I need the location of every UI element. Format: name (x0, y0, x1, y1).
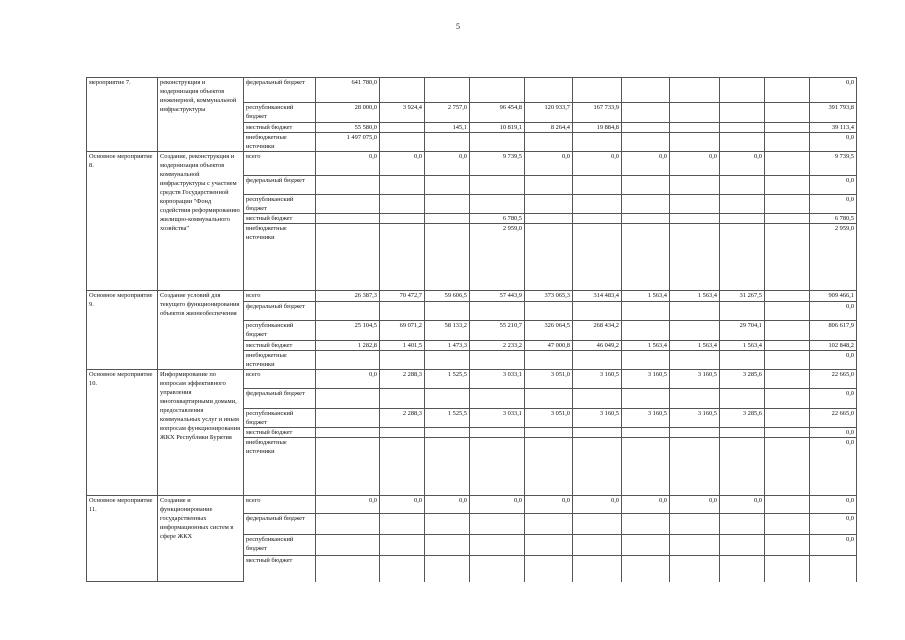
amount-cell (573, 438, 622, 496)
amount-cell: 0,0 (720, 496, 765, 514)
amount-cell (670, 514, 720, 535)
amount-cell (720, 224, 765, 291)
amount-cell (765, 389, 810, 409)
amount-cell (470, 389, 525, 409)
total-cell: 22 665,0 (810, 409, 857, 428)
amount-cell: 55 580,0 (316, 123, 380, 133)
amount-cell (720, 195, 765, 214)
amount-cell (380, 428, 425, 438)
amount-cell: 1 473,3 (425, 341, 470, 351)
amount-cell (316, 351, 380, 370)
amount-cell (720, 302, 765, 321)
funding-source: республиканский бюджет (244, 195, 316, 214)
amount-cell: 326 064,5 (525, 321, 573, 341)
funding-source: республиканский бюджет (244, 409, 316, 428)
amount-cell (470, 133, 525, 152)
funding-source: внебюджетные источники (244, 133, 316, 152)
amount-cell (316, 514, 380, 535)
amount-cell (765, 556, 810, 582)
amount-cell (765, 496, 810, 514)
amount-cell (380, 556, 425, 582)
amount-cell: 6 780,5 (470, 214, 525, 224)
amount-cell (380, 302, 425, 321)
amount-cell (622, 176, 670, 195)
total-cell: 0,0 (810, 535, 857, 556)
amount-cell: 3 160,5 (670, 409, 720, 428)
funding-source: местный бюджет (244, 123, 316, 133)
amount-cell (670, 321, 720, 341)
amount-cell (622, 214, 670, 224)
amount-cell (720, 176, 765, 195)
amount-cell (573, 176, 622, 195)
amount-cell (670, 535, 720, 556)
amount-cell: 120 933,7 (525, 103, 573, 123)
amount-cell: 25 104,5 (316, 321, 380, 341)
amount-cell (316, 535, 380, 556)
amount-cell (765, 195, 810, 214)
amount-cell: 0,0 (316, 152, 380, 176)
amount-cell (316, 438, 380, 496)
amount-cell: 28 000,0 (316, 103, 380, 123)
amount-cell (670, 438, 720, 496)
amount-cell (670, 351, 720, 370)
amount-cell: 0,0 (525, 496, 573, 514)
measure-name: Создание условий для текущего функционирования объектов жизнеобеспечения (158, 291, 244, 370)
amount-cell (525, 389, 573, 409)
amount-cell: 58 133,2 (425, 321, 470, 341)
amount-cell (765, 514, 810, 535)
amount-cell (316, 428, 380, 438)
amount-cell (425, 133, 470, 152)
measure-name: Создание и функционирование государственных информационных систем в сфере ЖКХ (158, 496, 244, 582)
amount-cell (720, 556, 765, 582)
amount-cell (765, 535, 810, 556)
amount-cell: 59 606,5 (425, 291, 470, 302)
funding-source: республиканский бюджет (244, 535, 316, 556)
funding-source: всего (244, 370, 316, 389)
amount-cell (765, 152, 810, 176)
amount-cell: 57 443,9 (470, 291, 525, 302)
funding-source: республиканский бюджет (244, 321, 316, 341)
amount-cell (525, 556, 573, 582)
measure-name: Информирование по вопросам эффективного управления многоквартирными домами, предоставления коммунальных услуг и иным вопросам функционирования ЖКХ Республики Бурятия (158, 370, 244, 496)
amount-cell (425, 195, 470, 214)
amount-cell (622, 123, 670, 133)
amount-cell: 314 483,4 (573, 291, 622, 302)
amount-cell (670, 78, 720, 103)
amount-cell (765, 409, 810, 428)
amount-cell (622, 428, 670, 438)
amount-cell (316, 176, 380, 195)
amount-cell (720, 123, 765, 133)
amount-cell (670, 123, 720, 133)
amount-cell: 0,0 (425, 152, 470, 176)
amount-cell (380, 224, 425, 291)
amount-cell (720, 428, 765, 438)
amount-cell: 0,0 (622, 152, 670, 176)
amount-cell: 3 160,5 (622, 370, 670, 389)
amount-cell: 0,0 (316, 496, 380, 514)
amount-cell (316, 214, 380, 224)
measure-label: Основное мероприятие 11. (87, 496, 158, 582)
amount-cell (670, 302, 720, 321)
amount-cell (765, 321, 810, 341)
amount-cell: 46 049,2 (573, 341, 622, 351)
funding-source: всего (244, 152, 316, 176)
amount-cell (670, 103, 720, 123)
total-cell: 0,0 (810, 438, 857, 496)
amount-cell (470, 78, 525, 103)
table-row (87, 78, 857, 103)
amount-cell: 3 160,5 (622, 409, 670, 428)
amount-cell: 55 210,7 (470, 321, 525, 341)
funding-source: местный бюджет (244, 428, 316, 438)
amount-cell: 3 033,1 (470, 409, 525, 428)
amount-cell (622, 78, 670, 103)
amount-cell (573, 514, 622, 535)
measure-label: Основное мероприятие 10. (87, 370, 158, 496)
total-cell: 0,0 (810, 514, 857, 535)
amount-cell: 145,1 (425, 123, 470, 133)
amount-cell (765, 176, 810, 195)
amount-cell (573, 389, 622, 409)
funding-source: республиканский бюджет (244, 103, 316, 123)
amount-cell: 0,0 (720, 152, 765, 176)
amount-cell (720, 133, 765, 152)
amount-cell (622, 514, 670, 535)
amount-cell (380, 389, 425, 409)
amount-cell: 3 160,5 (573, 409, 622, 428)
total-cell: 806 617,9 (810, 321, 857, 341)
amount-cell: 0,0 (622, 496, 670, 514)
amount-cell (670, 176, 720, 195)
amount-cell: 1 563,4 (622, 341, 670, 351)
amount-cell: 3 285,6 (720, 409, 765, 428)
amount-cell: 2 233,2 (470, 341, 525, 351)
amount-cell (525, 214, 573, 224)
amount-cell (525, 224, 573, 291)
amount-cell: 96 454,8 (470, 103, 525, 123)
financing-table (86, 77, 857, 582)
amount-cell (670, 428, 720, 438)
amount-cell (573, 556, 622, 582)
total-cell: 0,0 (810, 496, 857, 514)
measure-name: реконструкция и модернизация объектов инженерной, коммунальной инфраструктуры (158, 78, 244, 152)
amount-cell (573, 78, 622, 103)
table-row (87, 496, 857, 514)
amount-cell (316, 556, 380, 582)
funding-source: федеральный бюджет (244, 176, 316, 195)
measure-name: Создание, реконструкция и модернизация объектов коммунальной инфраструктуры с участием средств Государственной корпорации "Фонд содействия реформированию жилищно-коммунального хозяйства" (158, 152, 244, 291)
amount-cell (380, 195, 425, 214)
total-cell: 0,0 (810, 389, 857, 409)
amount-cell (720, 214, 765, 224)
funding-source: федеральный бюджет (244, 514, 316, 535)
amount-cell (525, 176, 573, 195)
amount-cell (425, 302, 470, 321)
amount-cell (622, 133, 670, 152)
amount-cell: 1 525,5 (425, 409, 470, 428)
amount-cell: 2 959,0 (470, 224, 525, 291)
table-row (87, 152, 857, 176)
amount-cell (425, 389, 470, 409)
amount-cell (425, 351, 470, 370)
amount-cell: 47 000,8 (525, 341, 573, 351)
total-cell: 39 113,4 (810, 123, 857, 133)
amount-cell: 1 563,4 (670, 291, 720, 302)
total-cell: 2 959,0 (810, 224, 857, 291)
funding-source: федеральный бюджет (244, 78, 316, 103)
amount-cell (470, 428, 525, 438)
amount-cell (765, 438, 810, 496)
amount-cell (765, 341, 810, 351)
amount-cell (525, 438, 573, 496)
amount-cell (622, 535, 670, 556)
amount-cell (316, 409, 380, 428)
amount-cell (525, 302, 573, 321)
total-cell: 0,0 (810, 302, 857, 321)
amount-cell (525, 514, 573, 535)
amount-cell: 2 757,0 (425, 103, 470, 123)
amount-cell (525, 535, 573, 556)
amount-cell (765, 224, 810, 291)
amount-cell (573, 302, 622, 321)
total-cell: 391 793,8 (810, 103, 857, 123)
amount-cell (425, 214, 470, 224)
total-cell: 9 739,5 (810, 152, 857, 176)
amount-cell (425, 224, 470, 291)
table-row (87, 370, 857, 389)
amount-cell (622, 302, 670, 321)
amount-cell (525, 78, 573, 103)
funding-source: внебюджетные источники (244, 351, 316, 370)
amount-cell (470, 438, 525, 496)
funding-source: местный бюджет (244, 341, 316, 351)
total-cell: 0,0 (810, 428, 857, 438)
amount-cell (380, 535, 425, 556)
amount-cell (720, 514, 765, 535)
amount-cell (470, 302, 525, 321)
amount-cell (622, 556, 670, 582)
amount-cell (316, 389, 380, 409)
amount-cell (425, 438, 470, 496)
amount-cell (380, 214, 425, 224)
amount-cell (573, 195, 622, 214)
amount-cell (525, 351, 573, 370)
amount-cell (670, 389, 720, 409)
funding-source: федеральный бюджет (244, 302, 316, 321)
total-cell: 102 848,2 (810, 341, 857, 351)
amount-cell: 2 288,3 (380, 409, 425, 428)
amount-cell (622, 321, 670, 341)
amount-cell (316, 224, 380, 291)
amount-cell (622, 438, 670, 496)
amount-cell: 0,0 (425, 496, 470, 514)
amount-cell: 0,0 (670, 496, 720, 514)
funding-source: местный бюджет (244, 214, 316, 224)
funding-source: всего (244, 496, 316, 514)
amount-cell: 1 563,4 (670, 341, 720, 351)
amount-cell (470, 556, 525, 582)
amount-cell: 0,0 (316, 370, 380, 389)
amount-cell: 0,0 (470, 496, 525, 514)
amount-cell (622, 224, 670, 291)
amount-cell: 70 472,7 (380, 291, 425, 302)
amount-cell (765, 133, 810, 152)
amount-cell: 641 780,0 (316, 78, 380, 103)
total-cell: 6 780,5 (810, 214, 857, 224)
amount-cell (573, 133, 622, 152)
funding-source: внебюджетные источники (244, 224, 316, 291)
funding-source: местный бюджет (244, 556, 316, 582)
amount-cell: 0,0 (573, 496, 622, 514)
amount-cell (670, 195, 720, 214)
amount-cell (380, 123, 425, 133)
amount-cell (470, 176, 525, 195)
amount-cell (670, 214, 720, 224)
amount-cell: 3 924,4 (380, 103, 425, 123)
amount-cell (720, 103, 765, 123)
funding-source: федеральный бюджет (244, 389, 316, 409)
amount-cell (765, 123, 810, 133)
amount-cell (380, 514, 425, 535)
amount-cell: 0,0 (670, 152, 720, 176)
amount-cell (622, 103, 670, 123)
amount-cell (670, 224, 720, 291)
total-cell: 22 665,0 (810, 370, 857, 389)
measure-label: мероприятие 7. (87, 78, 158, 152)
amount-cell (765, 291, 810, 302)
amount-cell (525, 428, 573, 438)
amount-cell (470, 195, 525, 214)
amount-cell (720, 438, 765, 496)
total-cell: 0,0 (810, 195, 857, 214)
amount-cell (380, 78, 425, 103)
amount-cell (316, 195, 380, 214)
amount-cell: 373 065,3 (525, 291, 573, 302)
amount-cell: 1 401,5 (380, 341, 425, 351)
amount-cell (720, 535, 765, 556)
amount-cell: 3 051,0 (525, 409, 573, 428)
amount-cell: 3 160,5 (670, 370, 720, 389)
amount-cell (765, 428, 810, 438)
amount-cell (765, 302, 810, 321)
measure-label: Основное мероприятие 9. (87, 291, 158, 370)
total-cell: 909 466,1 (810, 291, 857, 302)
amount-cell (425, 556, 470, 582)
amount-cell (380, 351, 425, 370)
amount-cell (525, 133, 573, 152)
total-cell: 0,0 (810, 351, 857, 370)
amount-cell: 0,0 (525, 152, 573, 176)
amount-cell (573, 535, 622, 556)
amount-cell: 1 563,4 (720, 341, 765, 351)
amount-cell: 3 160,5 (573, 370, 622, 389)
amount-cell (573, 214, 622, 224)
amount-cell: 0,0 (380, 496, 425, 514)
amount-cell (425, 514, 470, 535)
amount-cell (670, 556, 720, 582)
amount-cell: 3 051,0 (525, 370, 573, 389)
amount-cell (622, 389, 670, 409)
amount-cell (765, 78, 810, 103)
amount-cell: 19 884,8 (573, 123, 622, 133)
amount-cell (573, 351, 622, 370)
amount-cell: 3 033,1 (470, 370, 525, 389)
amount-cell (425, 535, 470, 556)
amount-cell: 1 497 075,0 (316, 133, 380, 152)
amount-cell (470, 351, 525, 370)
amount-cell (380, 176, 425, 195)
amount-cell (622, 195, 670, 214)
total-cell: 0,0 (810, 133, 857, 152)
total-cell: 0,0 (810, 78, 857, 103)
amount-cell (573, 428, 622, 438)
amount-cell: 10 819,1 (470, 123, 525, 133)
amount-cell (720, 351, 765, 370)
amount-cell (670, 133, 720, 152)
amount-cell (765, 370, 810, 389)
amount-cell (470, 514, 525, 535)
amount-cell (425, 176, 470, 195)
total-cell: 0,0 (810, 176, 857, 195)
amount-cell (525, 195, 573, 214)
amount-cell (720, 78, 765, 103)
amount-cell (316, 302, 380, 321)
amount-cell: 1 282,8 (316, 341, 380, 351)
amount-cell: 29 704,1 (720, 321, 765, 341)
amount-cell: 26 387,3 (316, 291, 380, 302)
amount-cell (720, 389, 765, 409)
amount-cell: 1 525,5 (425, 370, 470, 389)
total-cell (810, 556, 857, 582)
amount-cell (380, 133, 425, 152)
amount-cell (425, 428, 470, 438)
amount-cell (765, 351, 810, 370)
amount-cell (573, 224, 622, 291)
amount-cell: 1 563,4 (622, 291, 670, 302)
amount-cell: 69 071,2 (380, 321, 425, 341)
amount-cell (765, 214, 810, 224)
amount-cell (470, 535, 525, 556)
table-row (87, 291, 857, 302)
amount-cell: 268 434,2 (573, 321, 622, 341)
measure-label: Основное мероприятие 8. (87, 152, 158, 291)
amount-cell (425, 78, 470, 103)
amount-cell (380, 438, 425, 496)
amount-cell (765, 103, 810, 123)
amount-cell: 2 288,3 (380, 370, 425, 389)
amount-cell: 31 267,5 (720, 291, 765, 302)
funding-source: всего (244, 291, 316, 302)
amount-cell (622, 351, 670, 370)
funding-source: внебюджетные источники (244, 438, 316, 496)
amount-cell: 8 264,4 (525, 123, 573, 133)
amount-cell: 0,0 (380, 152, 425, 176)
amount-cell: 3 285,6 (720, 370, 765, 389)
amount-cell: 0,0 (573, 152, 622, 176)
amount-cell: 9 739,5 (470, 152, 525, 176)
amount-cell: 167 733,9 (573, 103, 622, 123)
page-number: 5 (456, 22, 460, 31)
